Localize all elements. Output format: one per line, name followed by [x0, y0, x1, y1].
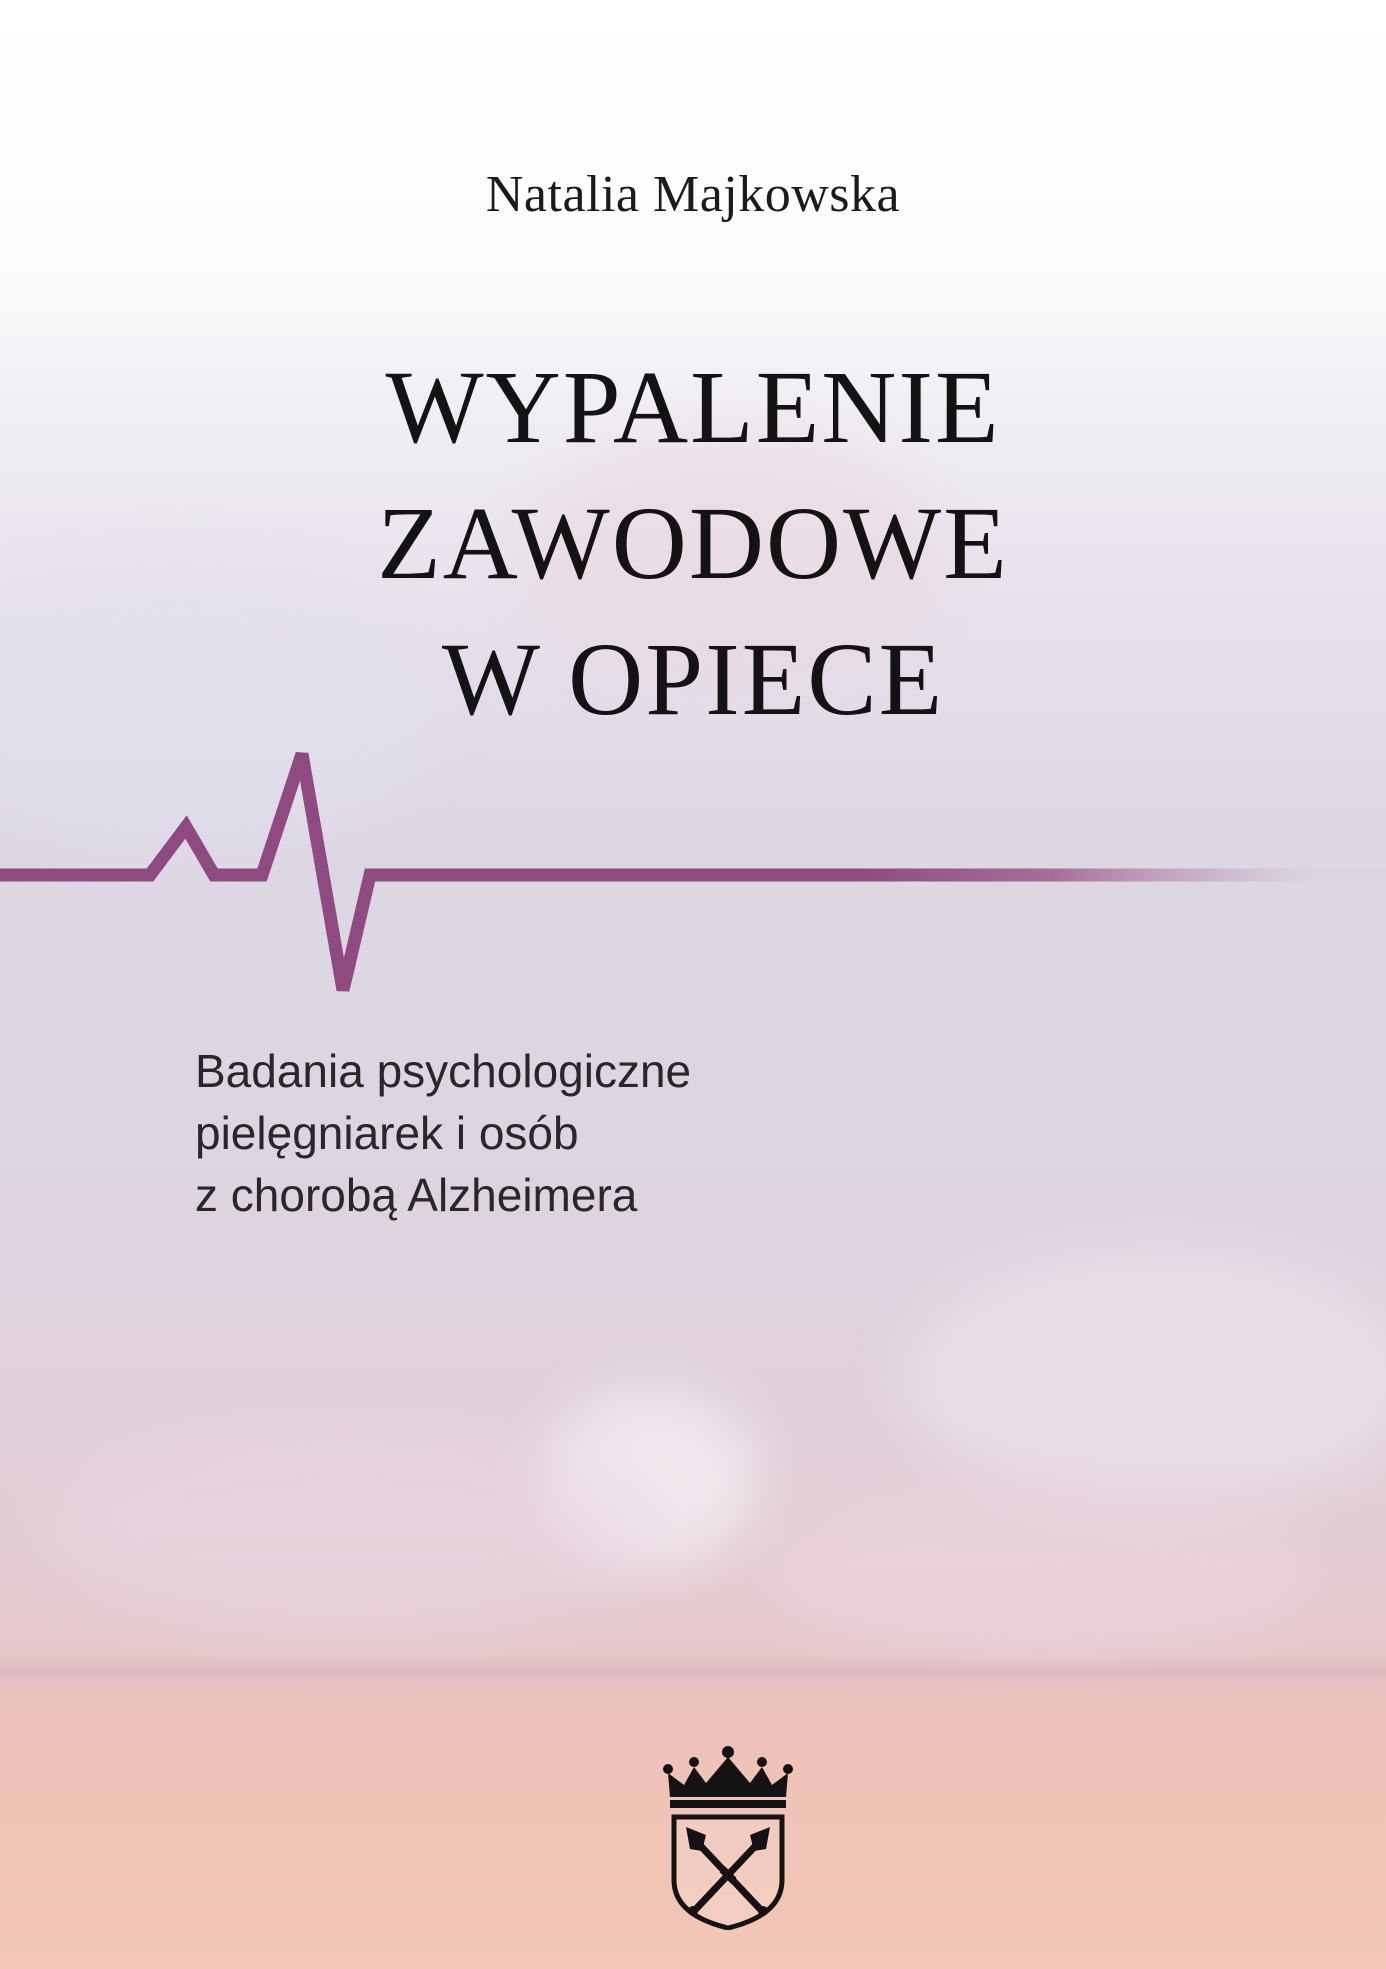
- book-title: [0, 340, 1386, 748]
- title-line: W OPIECE: [441, 622, 945, 737]
- subtitle-line: z chorobą Alzheimera: [195, 1169, 638, 1221]
- subtitle-line: pielęgniarek i osób: [195, 1107, 579, 1159]
- crown-icon: [663, 1746, 793, 1808]
- cloud-wisp: [760, 1480, 1320, 1660]
- title-line: WYPALENIE: [385, 350, 1001, 465]
- cloud-wisp: [40, 1420, 660, 1640]
- author-name: Natalia Majkowska: [485, 166, 901, 223]
- ekg-trace: [0, 754, 1386, 990]
- horizon-band: [0, 1655, 1386, 1695]
- subtitle-line: Badania psychologiczne: [195, 1045, 692, 1097]
- title-line: ZAWODOWE: [377, 486, 1009, 601]
- cloud-wisp: [900, 1250, 1386, 1510]
- book-subtitle: [195, 1040, 691, 1226]
- publisher-emblem-icon: [662, 1745, 794, 1930]
- ekg-line-icon: [0, 740, 1386, 1000]
